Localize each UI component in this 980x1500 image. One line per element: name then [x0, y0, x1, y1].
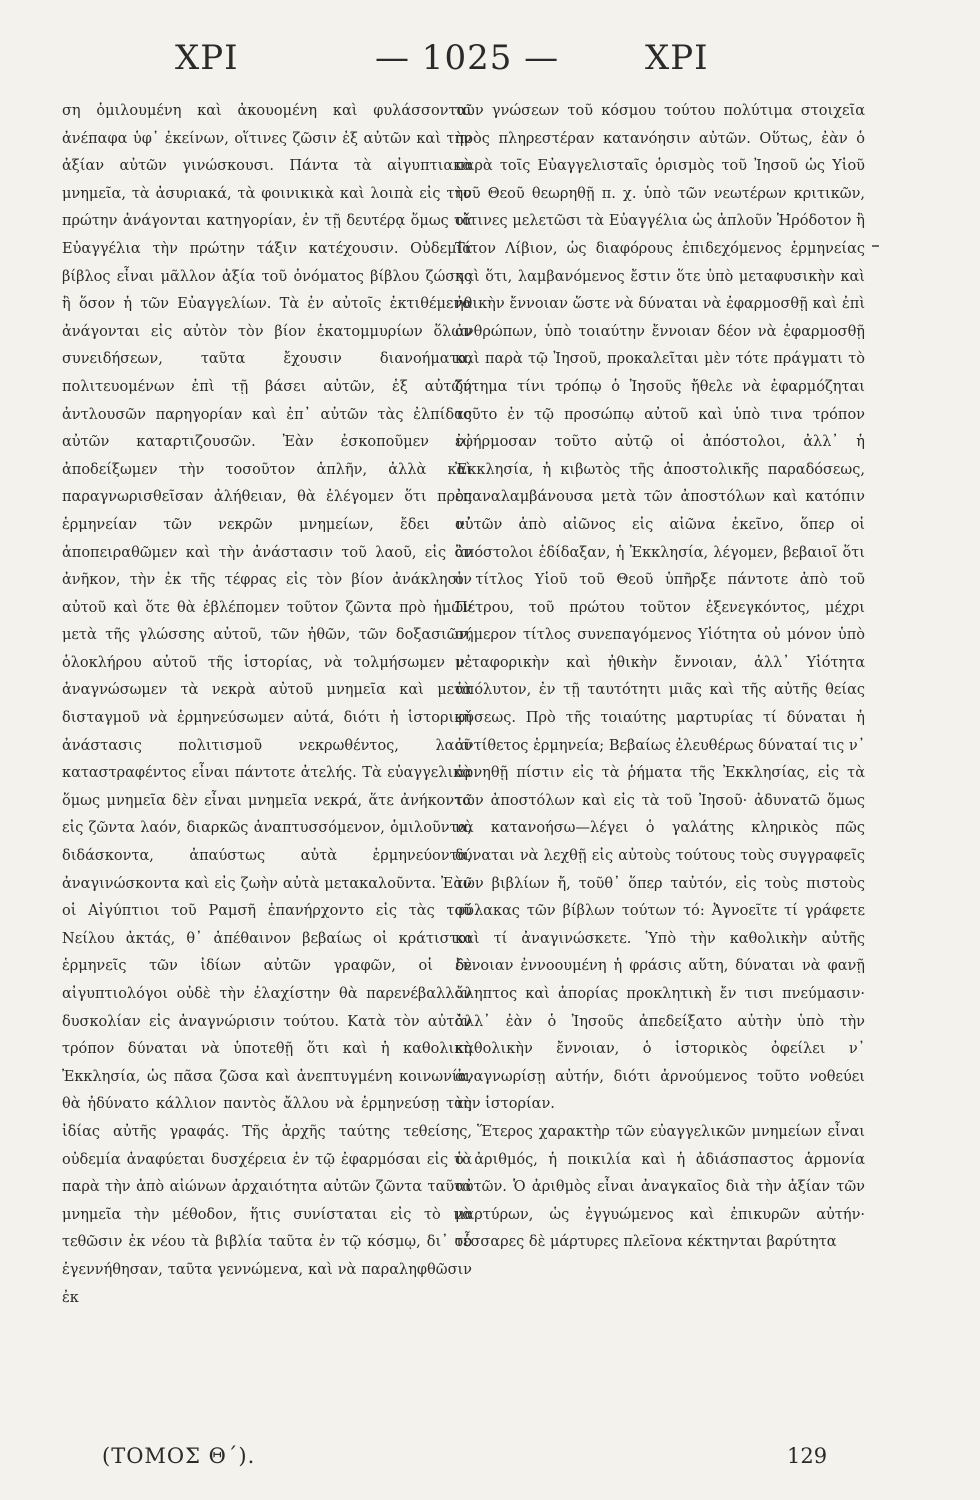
running-head-right: ΧΡΙ: [645, 38, 709, 78]
signature-mark: 129: [787, 1444, 828, 1468]
page-number: — 1025 —: [375, 38, 560, 78]
right-paragraph-2: Ἕτερος χαρακτὴρ τῶν εὐαγγελικῶν μνημείων εἶναι ὁ ἀριθμός, ἡ ποικιλία καὶ ἡ ἀδιάσπαστος ἁρμονία αὐτῶν. Ὁ ἀριθμὸς εἶναι ἀναγκαῖος διὰ τὴν ἀξίαν τῶν μαρτύρων, ὡς ἐγγυώμενος καὶ ἐπικυρῶν αὐτήν· τέσσαρες δὲ μάρτυρες πλεῖονα κέκτηνται βαρύτητα: [455, 1123, 865, 1251]
right-paragraph-1: τῶν γνώσεων τοῦ κόσμου τούτου πολύτιμα στοιχεῖα πρὸς πληρεστέραν κατανόησιν αὐτῶν. Οὕτως, ἐὰν ὁ παρὰ τοῖς Εὐαγγελισταῖς ὁρισμὸς τοῦ Ἰησοῦ ὡς Υἱοῦ τοῦ Θεοῦ θεωρηθῇ π. χ. ὑπὸ τῶν νεωτέρων κριτικῶν, οἵτινες μελετῶσι τὰ Εὐαγγέλια ὡς ἁπλοῦν Ἡρόδοτον ἢ Τίτον Λίβιον, ὡς διαφόρους ἐπιδεχόμενος ἑρμηνείας καὶ ὅτι, λαμβανόμενος ἔστιν ὅτε ὑπὸ μεταφυσικὴν καὶ ἠθικὴν ἔννοιαν ὥστε νὰ δύναται νὰ ἐφαρμοσθῇ καὶ ἐπὶ ἀνθρώπων, ὑπὸ τοιαύτην ἔννοιαν δέον νὰ ἐφαρμοσθῇ καὶ παρὰ τῷ Ἰησοῦ, προκαλεῖται μὲν τότε πράγματι τὸ ζήτημα τίνι τρόπῳ ὁ Ἰησοῦς ἤθελε νὰ ἐφαρμόζηται τοῦτο ἐν τῷ προσώπῳ αὐτοῦ καὶ ὑπὸ τινα τρόπον ἐφήρμοσαν τοῦτο αὐτῷ οἱ ἀπόστολοι, ἀλλ᾽ ἡ Ἐκκλησία, ἡ κιβωτὸς τῆς ἀποστολικῆς παραδόσεως, ἐπαναλαμβάνουσα μετὰ τῶν ἀποστόλων καὶ κατόπιν αὐτῶν ἀπὸ αἰῶνος εἰς αἰῶνα ἐκεῖνο, ὅπερ οἱ ἀπόστολοι ἐδίδαξαν, ἡ Ἐκκλησία, λέγομεν, βεβαιοῖ ὅτι ὁ τίτλος Υἱοῦ τοῦ Θεοῦ ὑπῆρξε πάντοτε ἀπὸ τοῦ Πέτρου, τοῦ πρώτου τοῦτον ἐξενεγκόντος, μέχρι σήμερον τίτλος συνεπαγόμενος Υἱότητα οὐ μόνον ὑπὸ μεταφορικὴν καὶ ἠθικὴν ἔννοιαν, ἀλλ᾽ Υἱότητα ἀπόλυτον, ἐν τῇ ταυτότητι μιᾶς καὶ τῆς αὐτῆς θείας φύσεως. Πρὸ τῆς τοιαύτης μαρτυρίας τί δύναται ἡ ἀντίθετος ἑρμηνεία; Βεβαίως ἐλευθέρως δύναταί τις ν᾽ ἀρνηθῇ πίστιν εἰς τὰ ῥήματα τῆς Ἐκκλησίας, εἰς τὰ τῶν ἀποστόλων καὶ εἰς τὰ τοῦ Ἰησοῦ· ἀδυνατῶ ὅμως νὰ κατανοήσω—λέγει ὁ γαλάτης κληρικὸς πῶς δύναται νὰ λεχθῇ εἰς αὐτοὺς τούτους τοὺς συγγραφεῖς τῶν βιβλίων ἤ, τοῦθ᾽ ὅπερ ταὐτόν, εἰς τοὺς πιστοὺς φύλακας τῶν βίβλων τούτων τό: Ἀγνοεῖτε τί γράφετε καὶ τί ἀναγινώσκετε. Ὑπὸ τὴν καθολικὴν αὐτῆς ἔννοιαν ἐννοουμένη ἡ φράσις αὕτη, δύναται νὰ φανῇ ἄληπτος καὶ ἀπορίας προκλητικὴ ἔν τισι πνεύμασιν· ἀλλ᾽ ἐὰν ὁ Ἰησοῦς ἀπεδείξατο αὐτὴν ὑπὸ τὴν καθολικὴν ἔννοιαν, ὁ ἱστορικὸς ὀφείλει ν᾽ ἀναγνωρίσῃ αὐτήν, διότι ἀρνούμενος τοῦτο νοθεύει τὴν ἱστορίαν.: [455, 103, 865, 1113]
left-paragraph-1: ση ὁμιλουμένη καὶ ἀκουομένη καὶ φυλάσσονται ἀνέπαφα ὑφ᾽ ἐκείνων, οἵτινες ζῶσιν ἐξ αὐτῶν καὶ τὴν ἀξίαν αὐτῶν γινώσκουσι. Πάντα τὰ αἰγυπτιακὰ μνημεῖα, τὰ ἀσυριακά, τὰ φοινικικὰ καὶ λοιπὰ εἰς τὴν πρώτην ἀνάγονται κατηγορίαν, ἐν τῇ δευτέρᾳ ὅμως τὰ Εὐαγγέλια τὴν πρώτην τάξιν κατέχουσιν. Οὐδεμία βίβλος εἶναι μᾶλλον ἀξία τοῦ ὀνόματος βίβλου ζώσης ἢ ὅσον ἡ τῶν Εὐαγγελίων. Τὰ ἐν αὐτοῖς ἐκτιθέμενα ἀνάγονται εἰς αὐτὸν τὸν βίον ἑκατομμυρίων ὅλων συνειδήσεων, ταῦτα ἔχουσιν διανοήματα, πολιτευομένων ἐπὶ τῇ βάσει αὐτῶν, ἐξ αὐτῶν ἀντλουσῶν παρηγορίαν καὶ ἐπ᾽ αὐτῶν τὰς ἐλπίδας αὐτῶν καταρτιζουσῶν. Ἐὰν ἐσκοποῦμεν ν᾽ ἀποδείξωμεν τὴν τοσοῦτον ἁπλῆν, ἀλλὰ καὶ παραγνωρισθεῖσαν ἀλήθειαν, θὰ ἐλέγομεν ὅτι πρὸς ἑρμηνείαν τῶν νεκρῶν μνημείων, ἔδει ν᾽ ἀποπειραθῶμεν καὶ τὴν ἀνάστασιν τοῦ λαοῦ, εἰς ὃν ἀνῆκον, τὴν ἐκ τῆς τέφρας εἰς τὸν βίον ἀνάκλησιν αὐτοῦ καὶ ὅτε θὰ ἐβλέπομεν τοῦτον ζῶντα πρὸ ἡμῶν μετὰ τῆς γλώσσης αὐτοῦ, τῶν ἠθῶν, τῶν δοξασιῶν, ὁλοκλήρου αὐτοῦ τῆς ἱστορίας, νὰ τολμήσωμεν ν᾽ ἀναγνώσωμεν τὰ νεκρὰ αὐτοῦ μνημεῖα καὶ μετὰ δισταγμοῦ νὰ ἑρμηνεύσωμεν αὐτά, διότι ἡ ἱστορικὴ ἀνάστασις πολιτισμοῦ νεκρωθέντος, λαοῦ καταστραφέντος εἶναι πάντοτε ἀτελής. Τὰ εὐαγγελικὰ ὅμως μνημεῖα δὲν εἶναι μνημεῖα νεκρά, ἅτε ἀνήκοντα εἰς ζῶντα λαόν, διαρκῶς ἀναπτυσσόμενον, ὁμιλοῦντα, διδάσκοντα, ἀπαύστως αὐτὰ ἑρμηνεύοντα, ἀναγινώσκοντα καὶ εἰς ζωὴν αὐτὰ μετακαλοῦντα. Ἐὰν οἱ Αἰγύπτιοι τοῦ Ραμσῆ ἐπανήρχοντο εἰς τὰς τοῦ Νείλου ἀκτάς, θ᾽ ἀπέθαινον βεβαίως οἱ κράτιστοι ἑρμηνεῖς τῶν ἰδίων αὐτῶν γραφῶν, οἱ δὲ αἰγυπτιολόγοι οὐδὲ τὴν ἐλαχίστην θὰ παρενέβαλλον δυσκολίαν εἰς ἀναγνώρισιν τούτου. Κατὰ τὸν αὐτὸν τρόπον δύναται νὰ ὑποτεθῇ ὅτι καὶ ἡ καθολικὴ Ἐκκλησία, ὡς πᾶσα ζῶσα καὶ ἀνεπτυγμένη κοινωνία, θὰ ἠδύνατο κάλλιον παντὸς ἄλλου νὰ ἑρμηνεύσῃ τὰς ἰδίας αὐτῆς γραφάς. Τῆς ἀρχῆς ταύτης τεθείσης, οὐδεμία ἀναφύεται δυσχέρεια ἐν τῷ ἐφαρμόσαι εἰς τὰ παρὰ τὴν ἀπὸ αἰώνων ἀρχαιότητα αὐτῶν ζῶντα ταῦτα μνημεῖα τὴν μέθοδον, ἥτις συνίσταται εἰς τὸ νὰ τεθῶσιν ἐκ νέου τὰ βιβλία ταῦτα ἐν τῷ κόσμῳ, δι᾽ οὗ ἐγεννήθησαν, ταῦτα γεννώμενα, καὶ νὰ παραληφθῶσιν ἐκ: [62, 103, 472, 1306]
right-column: [455, 98, 865, 1438]
margin-dash: [872, 245, 879, 247]
running-head: [150, 38, 850, 88]
running-head-left: ΧΡΙ: [175, 38, 239, 78]
left-column: [62, 98, 472, 1438]
volume-footer: (ΤΟΜΟΣ Θ΄).: [102, 1444, 256, 1468]
